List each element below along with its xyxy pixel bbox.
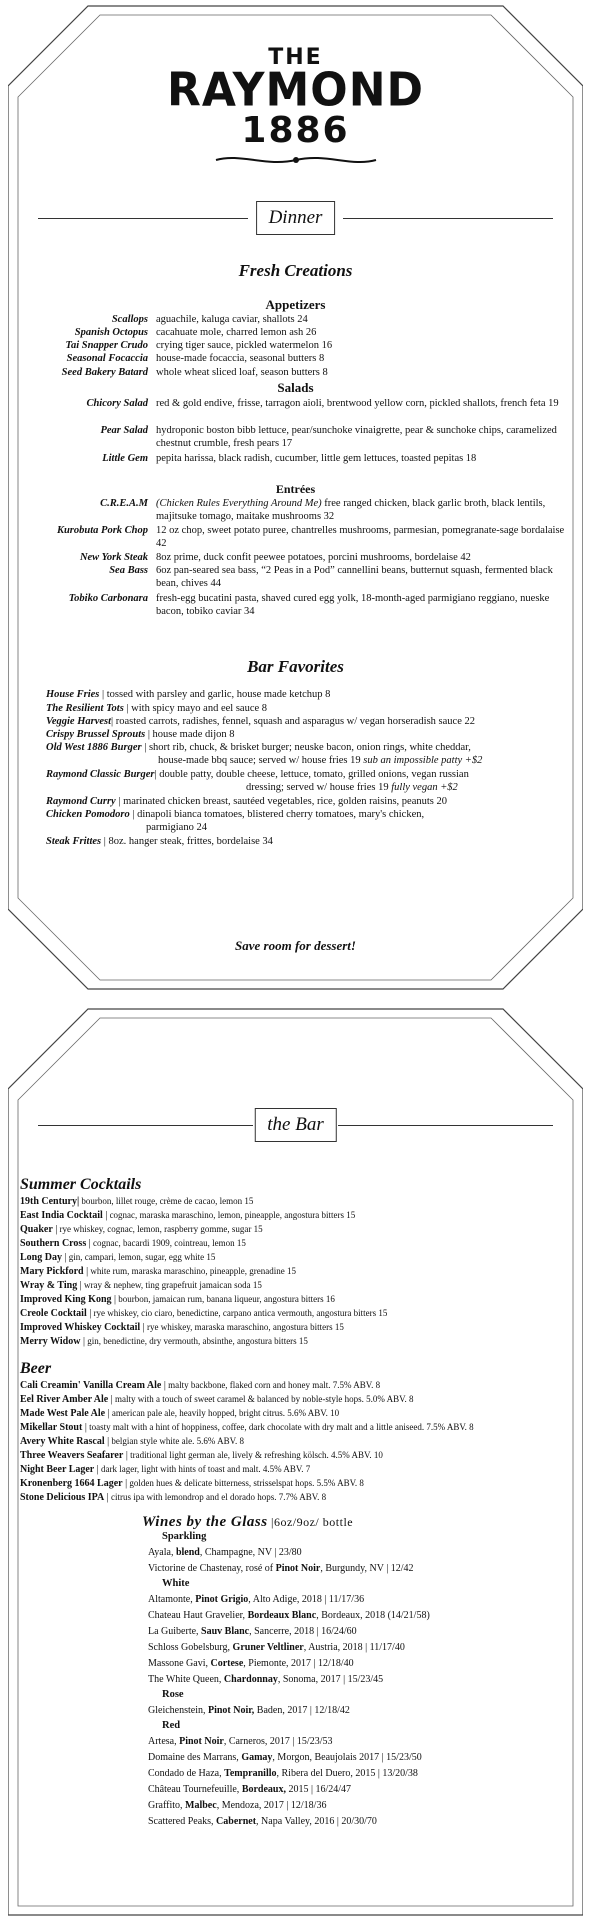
item-name: Wray & Ting [20, 1280, 78, 1291]
wine-details: , Burgundy, NV | 12/42 [320, 1563, 414, 1574]
item-desc-text: free ranged chicken, black garlic broth, black lentils, majitsuke tomago, maitake mushrooms 32 [156, 498, 546, 522]
favorite-item [46, 836, 546, 849]
bar-favorites-title: Bar Favorites [247, 657, 344, 676]
item-desc: 6oz pan-seared sea bass, “2 Peas in a Pod” cannellini beans, butternut squash, fermented black bean, chives 44 [156, 565, 553, 589]
logo-the: THE [268, 45, 323, 70]
cocktail-item: 19th Century| bourbon, lillet rouge, crème de cacao, lemon 15 [20, 1196, 254, 1207]
beer-item: Avery White Rascal | belgian style white ale. 5.6% ABV. 8 [20, 1436, 244, 1447]
salads-heading: Salads [277, 380, 314, 395]
item-desc: gin, campari, lemon, sugar, egg white 15 [66, 1252, 216, 1262]
wine-details: , Piemonte, 2017 | 12/18/40 [243, 1658, 354, 1669]
item-name: Scallops [111, 314, 148, 325]
summer-cocktails-title: Summer Cocktails [20, 1176, 142, 1193]
item-name: Chicken Pomodoro [46, 809, 130, 820]
favorite-item [46, 729, 546, 742]
item-desc: rye whiskey, cognac, lemon, raspberry gomme, sugar 15 [57, 1224, 263, 1234]
item-name: Raymond Classic Burger [46, 769, 155, 780]
item-desc: cognac, bacardi 1909, cointreau, lemon 15 [90, 1238, 246, 1248]
favorite-item [46, 809, 546, 834]
item-name: Mikellar Stout [20, 1422, 83, 1433]
item-desc: golden hues & delicate bitterness, strisselspat hops. 5.5% ABV. 8 [127, 1478, 364, 1488]
item-name: Chicory Salad [86, 398, 148, 409]
beer-item: Three Weavers Seafarer | traditional light german ale, lively & refreshing kölsch. 4.5% ABV. 10 [20, 1450, 383, 1461]
wine-item [148, 1610, 578, 1622]
wine-item [148, 1705, 578, 1717]
item-desc-cont: dressing; served w/ house fries 19 [246, 781, 389, 793]
cocktail-item: Merry Widow | gin, benedictine, dry vermouth, absinthe, angostura bitters 15 [20, 1336, 308, 1347]
favorite-item [46, 716, 546, 729]
dinner-label-text: Dinner [256, 201, 336, 235]
wine-producer: Victorine de Chastenay, rosé of [148, 1563, 276, 1574]
item-name: 19th Century [20, 1196, 77, 1207]
item-name: Improved King Kong [20, 1294, 112, 1305]
wine-grape: Gruner Veltliner [232, 1642, 304, 1653]
item-name: Kurobuta Pork Chop [56, 525, 148, 536]
wine-item [148, 1563, 578, 1575]
wine-producer: Ayala, [148, 1547, 176, 1558]
dinner-menu-page [8, 5, 583, 990]
beer-item: Eel River Amber Ale | malty with a touch of sweet caramel & balanced by noble-style hops. 5.0% ABV. 8 [20, 1394, 414, 1405]
wine-details: , Austria, 2018 | 11/17/40 [303, 1642, 405, 1653]
beer-item: Mikellar Stout | toasty malt with a hint of hoppiness, coffee, dark chocolate with dry malt and a little aniseed. 7.5% ABV. 8 [20, 1422, 474, 1433]
item-desc: | tossed with parsley and garlic, house made ketchup 8 [99, 689, 331, 700]
logo-name: RAYMOND [166, 63, 425, 118]
wine-category: White [162, 1578, 190, 1589]
item-desc: | with spicy mayo and eel sauce 8 [123, 703, 268, 714]
item-name: Tobiko Carbonara [68, 593, 148, 604]
wine-grape: Bordeaux, [241, 1784, 286, 1795]
wine-grape: Tempranillo [224, 1768, 277, 1779]
wine-item [148, 1816, 578, 1828]
cocktail-item: Wray & Ting | wray & nephew, ting grapefruit jamaican soda 15 [20, 1280, 262, 1291]
item-note: (Chicken Rules Everything Around Me) [156, 498, 322, 509]
item-name: New York Steak [79, 552, 148, 563]
wine-grape: Pinot Grigio [195, 1594, 249, 1605]
item-name: Raymond Curry [46, 796, 116, 807]
wine-producer: Domaine des Marrans, [148, 1752, 242, 1763]
item-desc: red & gold endive, frisse, tarragon aioli, brentwood yellow corn, pickled shallots, french feta 19 [156, 398, 559, 409]
wine-grape: Bordeaux Blanc [247, 1610, 317, 1621]
item-name: House Fries [46, 689, 100, 700]
item-name: Stone Delicious IPA [20, 1492, 105, 1503]
wine-producer: La Guiberte, [148, 1626, 202, 1637]
wine-item [148, 1626, 578, 1638]
item-desc: | marinated chicken breast, sautéed vegetables, rice, golden raisins, peanuts 20 [115, 796, 448, 807]
cocktail-item: Creole Cocktail | rye whiskey, cio ciaro, benedictine, carpano antica vermouth, angostura bitters 15 [20, 1308, 388, 1319]
bar-label [8, 1108, 583, 1142]
item-name: Seed Bakery Batard [61, 367, 148, 378]
beer-item: Stone Delicious IPA | citrus ipa with lemondrop and el dorado hops. 7.7% ABV. 8 [20, 1492, 327, 1503]
item-desc: | roasted carrots, radishes, fennel, squash and asparagus w/ vegan horseradish sauce 22 [111, 716, 475, 727]
beer-item: Kronenberg 1664 Lager | golden hues & delicate bitterness, strisselspat hops. 5.5% ABV. 8 [20, 1478, 364, 1489]
wine-grape: Cabernet [216, 1816, 257, 1827]
item-desc: wray & nephew, ting grapefruit jamaican soda 15 [81, 1280, 262, 1290]
wine-details: , Ribera del Duero, 2015 | 13/20/38 [276, 1768, 418, 1779]
item-desc: | house made dijon 8 [145, 729, 235, 740]
item-desc: dark lager, light with hints of toast and malt. 4.5% ABV. 7 [98, 1464, 311, 1474]
wine-details: Baden, 2017 | 12/18/42 [254, 1705, 350, 1716]
wine-category: Red [162, 1720, 181, 1731]
item-name: Eel River Amber Ale [20, 1394, 109, 1405]
wine-grape: Pinot Noir, [207, 1705, 255, 1716]
wine-details: , Sancerre, 2018 | 16/24/60 [249, 1626, 357, 1637]
dinner-label [8, 201, 583, 235]
item-desc: | 8oz. hanger steak, frittes, bordelaise 34 [101, 836, 273, 847]
item-desc: | double patty, double cheese, lettuce, tomato, grilled onions, vegan russian [154, 769, 469, 780]
wine-producer: Scattered Peaks, [148, 1816, 217, 1827]
fresh-creations-title: Fresh Creations [238, 261, 353, 280]
item-desc: traditional light german ale, lively & refreshing kölsch. 4.5% ABV. 10 [127, 1450, 383, 1460]
item-desc: toasty malt with a hint of hoppiness, coffee, dark chocolate with dry malt and a little aniseed. 7.5% ABV. 8 [86, 1422, 474, 1432]
logo-flourish-icon [211, 151, 381, 169]
raymond-logo [8, 47, 583, 169]
entrees-heading: Entrées [275, 482, 316, 496]
item-name: Southern Cross [20, 1238, 87, 1249]
wine-producer: Gleichenstein, [148, 1705, 208, 1716]
item-name: Seasonal Focaccia [66, 353, 148, 364]
wine-item [148, 1784, 578, 1796]
item-name: Old West 1886 Burger [46, 742, 142, 753]
item-name: Steak Frittes [46, 836, 102, 847]
item-desc: bourbon, jamaican rum, banana liqueur, angostura bitters 16 [116, 1294, 335, 1304]
wine-producer: Graffito, [148, 1800, 186, 1811]
item-name: Crispy Brussel Sprouts [46, 729, 146, 740]
item-name: Pear Salad [100, 425, 148, 436]
item-desc: cognac, maraska maraschino, lemon, pineapple, angostura bitters 15 [107, 1210, 356, 1220]
wines-sizes: |6oz/9oz/ bottle [267, 1515, 354, 1529]
item-name: Creole Cocktail [20, 1308, 87, 1319]
item-name: Avery White Rascal [20, 1436, 105, 1447]
item-desc: white rum, maraska maraschino, pineapple, grenadine 15 [88, 1266, 297, 1276]
cocktail-item: Improved King Kong | bourbon, jamaican rum, banana liqueur, angostura bitters 16 [20, 1294, 335, 1305]
wine-details: , Napa Valley, 2016 | 20/30/70 [256, 1816, 377, 1827]
item-name: C.R.E.A.M [100, 498, 148, 509]
cocktail-item: Long Day | gin, campari, lemon, sugar, egg white 15 [20, 1252, 216, 1263]
wine-item [148, 1594, 578, 1606]
item-name: Three Weavers Seafarer [20, 1450, 124, 1461]
item-desc: 8oz prime, duck confit peewee potatoes, porcini mushrooms, bordelaise 42 [156, 552, 471, 563]
cocktail-item: Mary Pickford | white rum, maraska maraschino, pineapple, grenadine 15 [20, 1266, 297, 1277]
wine-grape: Chardonnay [223, 1674, 278, 1685]
wine-details: , Carneros, 2017 | 15/23/53 [223, 1736, 333, 1747]
wine-category: Sparkling [162, 1531, 207, 1542]
favorite-item [46, 742, 546, 767]
item-desc: malty backbone, flaked corn and honey malt. 7.5% ABV. 8 [165, 1380, 381, 1390]
cocktail-item: Southern Cross | cognac, bacardi 1909, cointreau, lemon 15 [20, 1238, 246, 1249]
item-name: Quaker [20, 1224, 53, 1235]
item-name: Mary Pickford [20, 1266, 84, 1277]
wine-item [148, 1547, 578, 1559]
dessert-note: Save room for dessert! [235, 938, 356, 953]
item-desc: pepita harissa, black radish, cucumber, little gem lettuces, toasted pepitas 18 [156, 453, 477, 464]
item-desc: crying tiger sauce, pickled watermelon 16 [156, 340, 333, 351]
cocktail-item: Improved Whiskey Cocktail | rye whiskey, maraska maraschino, angostura bitters 15 [20, 1322, 344, 1333]
favorite-item [46, 769, 546, 794]
wine-details: , Morgon, Beaujolais 2017 | 15/23/50 [272, 1752, 422, 1763]
item-name: Made West Pale Ale [20, 1408, 106, 1419]
item-desc: american pale ale, heavily hopped, bright citrus. 5.6% ABV. 10 [109, 1408, 340, 1418]
item-desc: | dinapoli bianca tomatoes, blistered cherry tomatoes, mary's chicken, [129, 809, 425, 820]
wines-title [142, 1514, 353, 1531]
favorite-item [46, 796, 546, 809]
item-desc-cont: house-made bbq sauce; served w/ house fries 19 [158, 754, 361, 766]
wines-title-text: Wines by the Glass [142, 1514, 268, 1530]
wine-producer: Altamonte, [148, 1594, 196, 1605]
item-desc: whole wheat sliced loaf, season butters 8 [156, 367, 328, 378]
wine-grape: Pinot Noir [179, 1736, 224, 1747]
wine-producer: The White Queen, [148, 1674, 224, 1685]
item-extra: sub an impossible patty +$2 [363, 754, 483, 766]
item-name: Veggie Harvest [46, 716, 112, 727]
item-desc: | short rib, chuck, & brisket burger; neuske bacon, onion rings, white cheddar, [141, 742, 471, 753]
beer-item: Night Beer Lager | dark lager, light with hints of toast and malt. 4.5% ABV. 7 [20, 1464, 311, 1475]
item-desc: rye whiskey, maraska maraschino, angostura bitters 15 [144, 1322, 344, 1332]
wine-grape: Gamay [241, 1752, 273, 1763]
item-name: Cali Creamin' Vanilla Cream Ale [20, 1380, 162, 1391]
wine-grape: Cortese [210, 1658, 244, 1669]
item-desc-cont: parmigiano 24 [146, 821, 207, 833]
item-desc [156, 498, 568, 523]
cocktail-item: East India Cocktail | cognac, maraska maraschino, lemon, pineapple, angostura bitters 15 [20, 1210, 356, 1221]
item-name: Sea Bass [109, 565, 148, 576]
item-name: The Resilient Tots [46, 703, 124, 714]
wine-producer: Artesa, [148, 1736, 180, 1747]
wine-item [148, 1674, 578, 1686]
item-desc: cacahuate mole, charred lemon ash 26 [156, 327, 317, 338]
bar-label-text: the Bar [254, 1108, 336, 1142]
wine-details: , Mendoza, 2017 | 12/18/36 [216, 1800, 327, 1811]
appetizers-heading: Appetizers [265, 297, 326, 312]
wine-producer: Chateau Haut Gravelier, [148, 1610, 248, 1621]
item-desc: hydroponic boston bibb lettuce, pear/sunchoke vinaigrette, pear & sunchoke chips, caramelized chestnut crumble, fresh pears 17 [156, 425, 557, 449]
beer-item: Made West Pale Ale | american pale ale, heavily hopped, bright citrus. 5.6% ABV. 10 [20, 1408, 340, 1419]
wine-item [148, 1752, 578, 1764]
wine-producer: Château Tournefeuille, [148, 1784, 242, 1795]
item-desc: house-made focaccia, seasonal butters 8 [156, 353, 325, 364]
bar-menu-page [8, 1008, 583, 1916]
wine-details: , Sonoma, 2017 | 15/23/45 [277, 1674, 384, 1685]
item-desc: gin, benedictine, dry vermouth, absinthe, angostura bitters 15 [84, 1336, 308, 1346]
wine-grape: blend [175, 1547, 200, 1558]
wine-item [148, 1800, 578, 1812]
wine-producer: Massone Gavi, [148, 1658, 211, 1669]
item-extra: fully vegan +$2 [391, 781, 458, 793]
wine-item [148, 1658, 578, 1670]
item-desc: citrus ipa with lemondrop and el dorado hops. 7.7% ABV. 8 [108, 1492, 327, 1502]
item-desc: bourbon, lillet rouge, crème de cacao, lemon 15 [79, 1196, 254, 1206]
wine-details: , Alto Adige, 2018 | 11/17/36 [248, 1594, 365, 1605]
favorite-item [46, 703, 546, 716]
wine-grape: Pinot Noir [275, 1563, 321, 1574]
item-name: Long Day [20, 1252, 62, 1263]
favorite-item [46, 689, 546, 702]
cocktail-item: Quaker | rye whiskey, cognac, lemon, raspberry gomme, sugar 15 [20, 1224, 263, 1235]
item-name: Spanish Octopus [74, 327, 148, 338]
wine-producer: Schloss Gobelsburg, [148, 1642, 233, 1653]
wine-details: 2015 | 16/24/47 [285, 1784, 352, 1795]
beer-item: Cali Creamin' Vanilla Cream Ale | malty backbone, flaked corn and honey malt. 7.5% ABV. 8 [20, 1380, 381, 1391]
wine-item [148, 1642, 578, 1654]
item-name: Kronenberg 1664 Lager [20, 1478, 123, 1489]
wine-item [148, 1736, 578, 1748]
wine-item [148, 1768, 578, 1780]
item-desc: malty with a touch of sweet caramel & balanced by noble-style hops. 5.0% ABV. 8 [112, 1394, 414, 1404]
item-desc: belgian style white ale. 5.6% ABV. 8 [109, 1436, 244, 1446]
wine-producer: Condado de Haza, [148, 1768, 225, 1779]
logo-year: 1886 [241, 110, 350, 151]
item-name: East India Cocktail [20, 1210, 103, 1221]
item-desc: aguachile, kaluga caviar, shallots 24 [156, 314, 308, 325]
item-name: Night Beer Lager [20, 1464, 95, 1475]
wine-grape: Sauv Blanc [201, 1626, 250, 1637]
wine-category: Rose [162, 1689, 184, 1700]
item-name: Improved Whiskey Cocktail [20, 1322, 141, 1333]
item-name: Merry Widow [20, 1336, 81, 1347]
wine-grape: Malbec [185, 1800, 217, 1811]
item-desc: rye whiskey, cio ciaro, benedictine, carpano antica vermouth, angostura bitters 15 [91, 1308, 388, 1318]
item-desc: 12 oz chop, sweet potato puree, chantrelles mushrooms, parmesian, pomegranate-sage bordalaise 42 [156, 525, 565, 549]
item-name: Little Gem [102, 453, 148, 464]
item-name: Tai Snapper Crudo [65, 340, 148, 351]
item-desc: fresh-egg bucatini pasta, shaved cured egg yolk, 18-month-aged parmigiano reggiano, nueske bacon, tobiko caviar 34 [156, 593, 550, 617]
beer-title: Beer [20, 1360, 52, 1377]
wine-details: , Bordeaux, 2018 (14/21/58) [316, 1610, 430, 1621]
wine-details: , Champagne, NV | 23/80 [199, 1547, 302, 1558]
